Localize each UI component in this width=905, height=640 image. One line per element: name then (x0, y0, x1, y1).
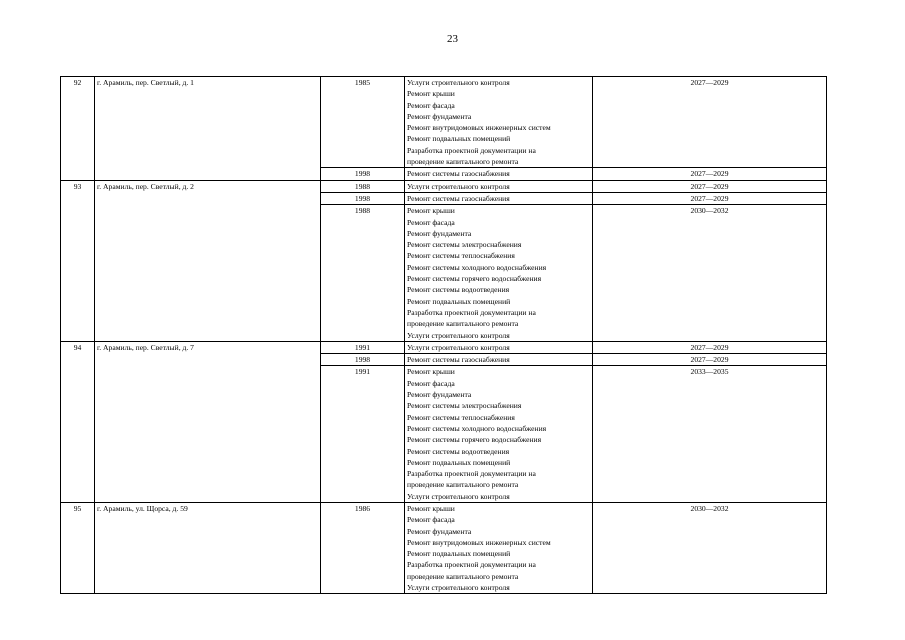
table-row (61, 77, 827, 168)
work-item: Услуги строительного контроля (407, 342, 510, 352)
year-cell: 1998 (321, 354, 405, 366)
table-row (61, 502, 827, 593)
work-item: проведение капитального ремонта (407, 480, 519, 490)
works-cell (405, 180, 593, 192)
work-item: Услуги строительного контроля (407, 78, 510, 87)
year-cell: 1998 (321, 192, 405, 204)
work-item: Ремонт подвальных помещений (407, 549, 511, 559)
work-item: Услуги строительного контроля (407, 330, 510, 340)
year-cell: 1985 (321, 77, 405, 168)
work-item: Ремонт внутридомовых инженерных систем (407, 537, 551, 547)
work-item: Ремонт системы водоотведения (407, 446, 510, 456)
work-item: Ремонт крыши (407, 503, 455, 513)
work-item: Ремонт системы теплоснабжения (407, 251, 515, 261)
period-cell: 2033—2035 (593, 366, 827, 503)
year-cell: 1988 (321, 180, 405, 192)
period-cell: 2027—2029 (593, 341, 827, 353)
works-cell (405, 366, 593, 503)
row-number: 92 (61, 77, 95, 181)
table-row (61, 341, 827, 353)
year-cell: 1988 (321, 205, 405, 342)
year-cell: 1986 (321, 502, 405, 593)
year-cell: 1991 (321, 341, 405, 353)
work-item: Услуги строительного контроля (407, 181, 510, 191)
work-item: Ремонт фундамента (407, 526, 472, 536)
period-cell: 2030—2032 (593, 205, 827, 342)
work-item: Разработка проектной документации на (407, 145, 536, 155)
work-item: Разработка проектной документации на (407, 469, 536, 479)
work-item: Ремонт внутридомовых инженерных систем (407, 123, 551, 133)
work-item: Ремонт системы газоснабжения (407, 169, 510, 179)
page-number: 23 (447, 33, 458, 45)
work-item: Разработка проектной документации на (407, 307, 536, 317)
work-item: Ремонт фасада (407, 378, 455, 388)
works-cell (405, 341, 593, 353)
work-item: Ремонт подвальных помещений (407, 296, 511, 306)
work-item: Ремонт системы электроснабжения (407, 240, 522, 250)
work-item: Ремонт фундамента (407, 111, 472, 121)
work-item: Ремонт фасада (407, 515, 455, 525)
work-item: проведение капитального ремонта (407, 319, 519, 329)
period-cell: 2027—2029 (593, 180, 827, 192)
work-item: Ремонт подвальных помещений (407, 457, 511, 467)
row-number: 95 (61, 502, 95, 593)
works-cell (405, 77, 593, 168)
row-number: 93 (61, 180, 95, 341)
row-number: 94 (61, 341, 95, 502)
work-item: Ремонт подвальных помещений (407, 134, 511, 144)
work-item: Ремонт фундамента (407, 228, 472, 238)
table-row (61, 180, 827, 192)
address-cell: г. Арамиль, пер. Светлый, д. 1 (95, 77, 321, 181)
work-item: проведение капитального ремонта (407, 157, 519, 167)
work-item: Услуги строительного контроля (407, 491, 510, 501)
work-item: Ремонт системы водоотведения (407, 285, 510, 295)
work-item: Ремонт системы горячего водоснабжения (407, 274, 542, 284)
work-item: Ремонт системы газоснабжения (407, 355, 510, 365)
period-cell: 2027—2029 (593, 168, 827, 180)
work-item: Ремонт системы горячего водоснабжения (407, 435, 542, 445)
work-item: Ремонт системы электроснабжения (407, 401, 522, 411)
period-cell: 2027—2029 (593, 192, 827, 204)
period-cell: 2027—2029 (593, 354, 827, 366)
work-item: Ремонт системы газоснабжения (407, 193, 510, 203)
work-item: Ремонт фасада (407, 217, 455, 227)
address-cell: г. Арамиль, пер. Светлый, д. 2 (95, 180, 321, 341)
work-item: Ремонт фундамента (407, 390, 472, 400)
year-cell: 1991 (321, 366, 405, 503)
address-cell: г. Арамиль, пер. Светлый, д. 7 (95, 341, 321, 502)
works-cell (405, 502, 593, 593)
work-item: Ремонт системы холодного водоснабжения (407, 423, 547, 433)
period-cell: 2027—2029 (593, 77, 827, 168)
works-cell (405, 192, 593, 204)
work-item: Ремонт крыши (407, 367, 455, 377)
work-item: Ремонт системы теплоснабжения (407, 412, 515, 422)
period-cell: 2030—2032 (593, 502, 827, 593)
works-cell (405, 354, 593, 366)
work-item: Ремонт фасада (407, 100, 455, 110)
work-item: проведение капитального ремонта (407, 571, 519, 581)
work-item: Услуги строительного контроля (407, 583, 510, 593)
work-item: Ремонт системы холодного водоснабжения (407, 262, 547, 272)
year-cell: 1998 (321, 168, 405, 180)
address-cell: г. Арамиль, ул. Щорса, д. 59 (95, 502, 321, 593)
works-cell (405, 168, 593, 180)
capital-repair-table (60, 76, 827, 594)
work-item: Разработка проектной документации на (407, 560, 536, 570)
work-item: Ремонт крыши (407, 206, 455, 216)
work-item: Ремонт крыши (407, 89, 455, 99)
works-cell (405, 205, 593, 342)
